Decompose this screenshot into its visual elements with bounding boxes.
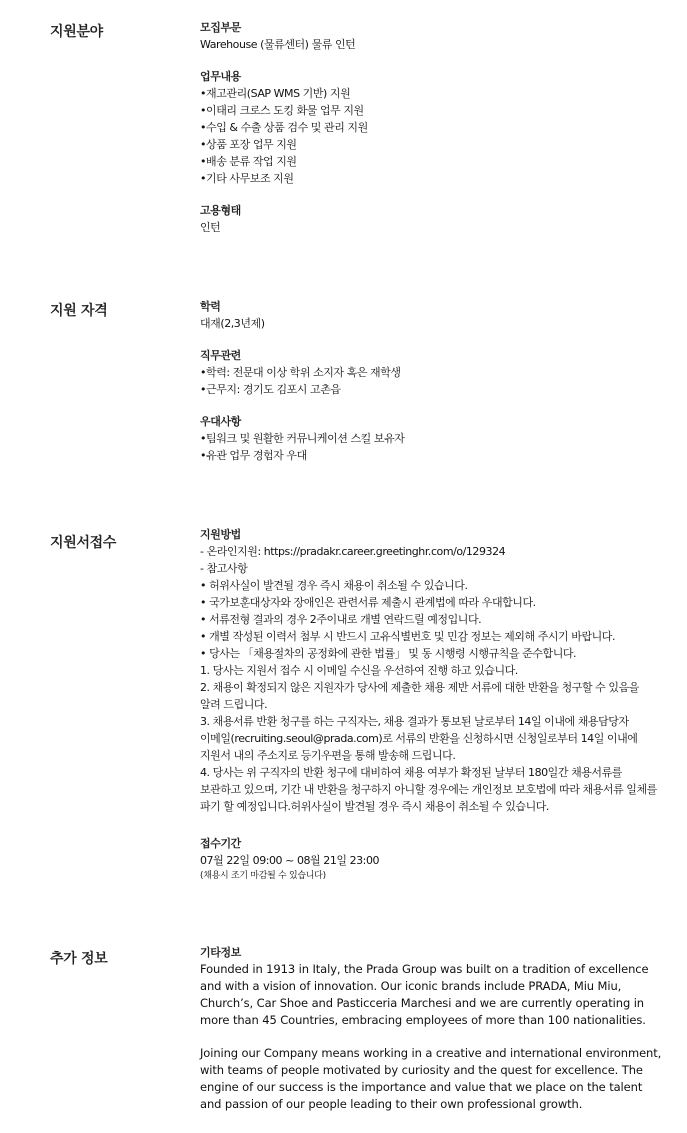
section-content xyxy=(200,19,670,251)
text-line: 1. 당사는 지원서 접수 시 이메일 수신을 우선하여 진행 하고 있습니다. xyxy=(200,664,518,677)
section-content xyxy=(200,944,670,1129)
section-title: 추가 정보 xyxy=(50,951,108,967)
list-item: •재고관리(SAP WMS 기반) 지원 xyxy=(200,87,351,100)
list-item: •팀워크 및 원활한 커뮤니케이션 스킬 보유자 xyxy=(200,432,405,445)
group-application-period xyxy=(200,835,670,883)
group-job-duties xyxy=(200,68,670,187)
text-line: 지원서 내의 주소지로 등기우편을 통해 발송해 드립니다. xyxy=(200,749,456,762)
group-other-info xyxy=(200,944,670,1113)
list-item: •유관 업무 경험자 우대 xyxy=(200,449,307,462)
paragraph: Joining our Company means working in a creative and international environment, with teams of people motivated by curiosity and the quest for excellence. The engine of our success is the importance and value that we place on the talent and passion of our people leading to their own professional growth. xyxy=(200,1046,662,1111)
text-line: 알려 드립니다. xyxy=(200,698,268,711)
text-line: 3. 채용서류 반환 청구를 하는 구직자는, 채용 결과가 통보된 날로부터 14일 이내에 채용담당자 xyxy=(200,715,629,728)
text-line: 대재(2,3년제) xyxy=(200,317,265,330)
list-item: • 당사는 「채용절차의 공정화에 관한 법률」 및 동 시행령 시행규칙을 준수합니다. xyxy=(200,647,577,660)
text-line: 보관하고 있으며, 기간 내 반환을 청구하지 아니할 경우에는 개인정보 보호법에 따라 채용서류 일체를 xyxy=(200,783,657,796)
application-period: 07월 22일 09:00 ~ 08월 21일 23:00 xyxy=(200,854,380,867)
group-employment-type xyxy=(200,202,670,236)
online-apply-link[interactable]: - 온라인지원: https://pradakr.career.greetinghr.com/o/129324 xyxy=(200,545,506,558)
section-title: 지원분야 xyxy=(50,24,103,40)
text-line: 이메일(recruiting.seoul@prada.com)로 서류의 반환을 신청하시면 신청일로부터 14일 이내에 xyxy=(200,732,638,745)
paragraph: Founded in 1913 in Italy, the Prada Group was built on a tradition of excellence and with a vision of innovation. Our iconic brands include PRADA, Miu Miu, Church’s, Car Shoe and Pasticceria Marchesi and we are currently operating in more than 45 Countries, embracing employees of more than 100 nationalities. xyxy=(200,962,649,1027)
text-line: 2. 채용이 확정되지 않은 지원자가 당사에 제출한 채용 제반 서류에 대한 반환을 청구할 수 있음을 xyxy=(200,681,639,694)
list-item: •이태리 크로스 도킹 화물 업무 지원 xyxy=(200,104,364,117)
list-item: •학력: 전문대 이상 학위 소지자 혹은 재학생 xyxy=(200,366,401,379)
section-title: 지원서접수 xyxy=(50,535,117,551)
list-item: •상품 포장 업무 지원 xyxy=(200,138,297,151)
list-item: •기타 사무보조 지원 xyxy=(200,172,294,185)
text-line: - 참고사항 xyxy=(200,562,248,575)
group-title: 기타정보 xyxy=(200,946,241,959)
group-title: 직무관련 xyxy=(200,349,241,362)
text-line: 인턴 xyxy=(200,221,221,234)
group-how-to-apply xyxy=(200,526,670,815)
group-title: 학력 xyxy=(200,300,221,313)
group-title: 업무내용 xyxy=(200,70,241,83)
early-close-note: (채용시 조기 마감될 수 있습니다) xyxy=(200,871,326,881)
text-line: 4. 당사는 위 구직자의 반환 청구에 대비하여 채용 여부가 확정된 날부터 180일간 채용서류를 xyxy=(200,766,622,779)
list-item: •수입 & 수출 상품 검수 및 관리 지원 xyxy=(200,121,368,134)
list-item: • 서류전형 결과의 경우 2주이내로 개별 연락드릴 예정입니다. xyxy=(200,613,482,626)
section-content xyxy=(200,298,670,479)
group-recruit-dept xyxy=(200,19,670,53)
list-item: •근무지: 경기도 김포시 고촌읍 xyxy=(200,383,341,396)
list-item: • 허위사실이 발견될 경우 즉시 채용이 취소될 수 있습니다. xyxy=(200,579,468,592)
section-content xyxy=(200,526,670,898)
list-item: • 국가보훈대상자와 장애인은 관련서류 제출시 관계법에 따라 우대합니다. xyxy=(200,596,536,609)
group-title: 지원방법 xyxy=(200,528,241,541)
group-title: 모집부문 xyxy=(200,21,241,34)
group-title: 우대사항 xyxy=(200,415,241,428)
list-item: •배송 분류 작업 지원 xyxy=(200,155,297,168)
group-title: 접수기간 xyxy=(200,837,241,850)
text-line: 파기 할 예정입니다.허위사실이 발견될 경우 즉시 채용이 취소될 수 있습니다. xyxy=(200,800,549,813)
group-title: 고용형태 xyxy=(200,204,241,217)
group-job-related xyxy=(200,347,670,398)
group-preferred xyxy=(200,413,670,464)
group-education xyxy=(200,298,670,332)
list-item: • 개별 작성된 이력서 첨부 시 반드시 고유식별번호 및 민감 정보는 제외해 주시기 바랍니다. xyxy=(200,630,616,643)
text-line: Warehouse (물류센터) 물류 인턴 xyxy=(200,38,356,51)
section-title: 지원 자격 xyxy=(50,303,108,319)
